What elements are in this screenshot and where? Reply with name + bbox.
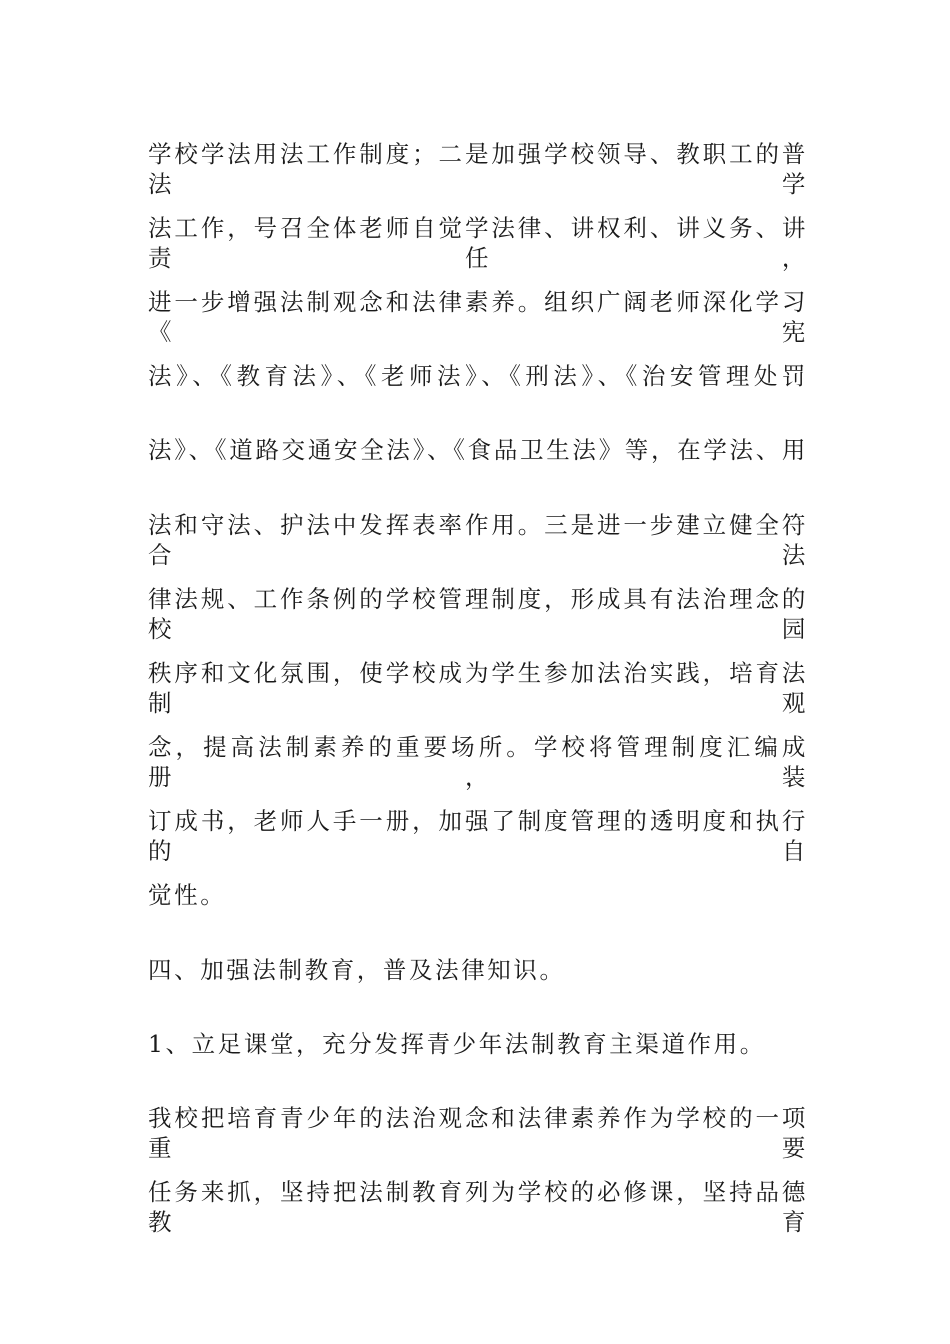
paragraph-line: 律法规、工作条例的学校管理制度，形成具有法治理念的校园 [148,585,808,643]
paragraph-line: 念，提高法制素养的重要场所。学校将管理制度汇编成册，装 [148,733,808,791]
paragraph-line: 任务来抓，坚持把法制教育列为学校的必修课，坚持品德教育 [148,1178,808,1236]
paragraph-line: 觉性。 [148,881,227,909]
paragraph-line: 我校把培育青少年的法治观念和法律素养作为学校的一项重要 [148,1104,808,1162]
paragraph-line: 法和守法、护法中发挥表率作用。三是进一步建立健全符合法 [148,511,808,569]
paragraph-line: 法》、《道路交通安全法》、《食品卫生法》等，在学法、用 [148,436,808,464]
paragraph-line: 法工作，号召全体老师自觉学法律、讲权利、讲义务、讲责任， [148,214,808,272]
subsection-heading: 1、立足课堂，充分发挥青少年法制教育主渠道作用。 [148,1030,766,1058]
paragraph-line: 法》、《教育法》、《老师法》、《刑法》、《治安管理处罚 [148,362,808,390]
paragraph-line: 学校学法用法工作制度；二是加强学校领导、教职工的普法学 [148,140,808,198]
section-heading: 四、加强法制教育，普及法律知识。 [148,956,566,984]
paragraph-line: 进一步增强法制观念和法律素养。组织广阔老师深化学习《宪 [148,288,808,346]
paragraph-line: 秩序和文化氛围，使学校成为学生参加法治实践，培育法制观 [148,659,808,717]
paragraph-line: 订成书，老师人手一册，加强了制度管理的透明度和执行的自 [148,807,808,865]
